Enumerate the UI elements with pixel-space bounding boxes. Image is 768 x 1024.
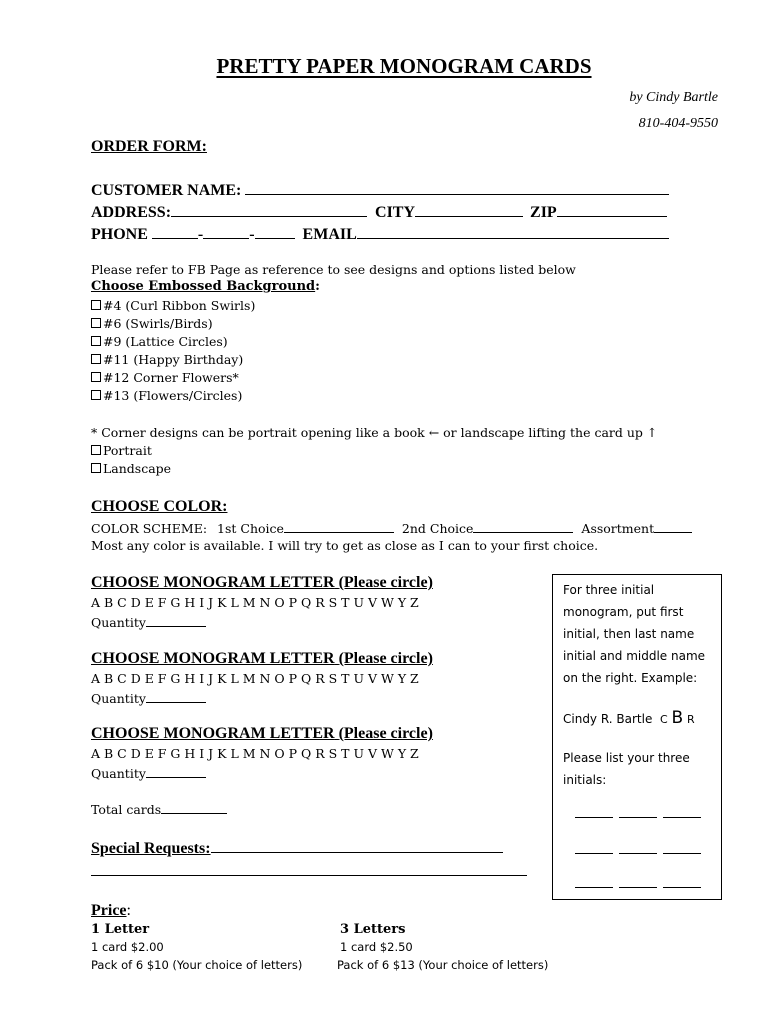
background-option[interactable]: #4 (Curl Ribbon Swirls) xyxy=(91,297,255,315)
phone-line-field[interactable] xyxy=(255,224,295,239)
page-title: PRETTY PAPER MONOGRAM CARDS xyxy=(216,54,592,78)
email-label: EMAIL xyxy=(302,226,357,243)
background-option[interactable]: #11 (Happy Birthday) xyxy=(91,351,255,369)
three-letters-heading: 3 Letters xyxy=(340,922,406,937)
example-row: Cindy R. Bartle C B R xyxy=(563,708,695,728)
special-requests-line-2[interactable] xyxy=(91,875,527,876)
customer-name-label: CUSTOMER NAME: xyxy=(91,182,242,199)
refer-note: Please refer to FB Page as reference to see designs and options listed below xyxy=(91,262,576,277)
monogram-heading-2: CHOOSE MONOGRAM LETTER (Please circle) xyxy=(91,650,433,667)
background-heading: Choose Embossed Background xyxy=(91,279,316,294)
monogram-heading-1: CHOOSE MONOGRAM LETTER (Please circle) xyxy=(91,574,433,591)
quantity-row-3: Quantity xyxy=(91,765,206,781)
color-heading: CHOOSE COLOR: xyxy=(91,498,228,515)
checkbox-icon[interactable] xyxy=(91,300,101,310)
color-scheme-label: COLOR SCHEME: xyxy=(91,521,208,536)
quantity-field-1[interactable] xyxy=(146,614,206,627)
one-letter-pack-price: Pack of 6 $10 (Your choice of letters) xyxy=(91,958,303,972)
total-cards-row: Total cards xyxy=(91,801,227,817)
background-option[interactable]: #6 (Swirls/Birds) xyxy=(91,315,255,333)
first-choice-label: 1st Choice xyxy=(217,521,284,536)
phone-dash-2: - xyxy=(249,226,255,243)
phone-area-field[interactable] xyxy=(152,224,198,239)
checkbox-icon[interactable] xyxy=(91,354,101,364)
monogram-letters-2[interactable]: A B C D E F G H I J K L M N O P Q R S T U V W Y Z xyxy=(91,671,419,686)
three-letters-card-price: 1 card $2.50 xyxy=(340,940,413,954)
background-option[interactable]: #13 (Flowers/Circles) xyxy=(91,387,255,405)
three-letters-pack-price: Pack of 6 $13 (Your choice of letters) xyxy=(337,958,549,972)
zip-label: ZIP xyxy=(530,204,557,221)
quantity-field-3[interactable] xyxy=(146,765,206,778)
background-option[interactable]: #12 Corner Flowers* xyxy=(91,369,255,387)
address-label: ADDRESS: xyxy=(91,204,172,221)
assortment-field[interactable] xyxy=(654,520,692,533)
order-form-heading: ORDER FORM: xyxy=(91,138,207,155)
city-field[interactable] xyxy=(415,202,523,217)
quantity-row-2: Quantity xyxy=(91,690,206,706)
corner-note: * Corner designs can be portrait opening like a book ← or landscape lifting the card up ↑ xyxy=(91,425,658,440)
special-requests-field[interactable] xyxy=(211,838,503,853)
orientation-option-portrait[interactable]: Portrait xyxy=(91,442,171,460)
city-label: CITY xyxy=(375,204,416,221)
background-options xyxy=(91,297,255,405)
second-choice-field[interactable] xyxy=(473,520,573,533)
checkbox-icon[interactable] xyxy=(91,372,101,382)
checkbox-icon[interactable] xyxy=(91,445,101,455)
email-field[interactable] xyxy=(357,224,669,239)
orientation-options xyxy=(91,442,171,478)
list-initials-prompt: Please list your three initials: xyxy=(563,751,690,787)
quantity-field-2[interactable] xyxy=(146,690,206,703)
price-heading-row: Price: xyxy=(91,902,131,919)
byline: by Cindy Bartle xyxy=(629,90,718,105)
second-choice-label: 2nd Choice xyxy=(401,521,474,536)
checkbox-icon[interactable] xyxy=(91,390,101,400)
color-note: Most any color is available. I will try to get as close as I can to your first choice. xyxy=(91,538,599,553)
checkbox-icon[interactable] xyxy=(91,318,101,328)
three-initial-instructions: For three initial monogram, put first initial, then last name initial and middle name on the right. Example: xyxy=(563,583,706,685)
customer-name-row xyxy=(91,180,669,200)
checkbox-icon[interactable] xyxy=(91,336,101,346)
assortment-label: Assortment xyxy=(581,521,655,536)
initials-row-3[interactable] xyxy=(575,873,707,895)
special-requests-label: Special Requests: xyxy=(91,840,211,857)
background-option[interactable]: #9 (Lattice Circles) xyxy=(91,333,255,351)
phone-email-row xyxy=(91,224,669,244)
quantity-row-1: Quantity xyxy=(91,614,206,630)
special-requests-row xyxy=(91,838,503,858)
one-letter-card-price: 1 card $2.00 xyxy=(91,940,164,954)
zip-field[interactable] xyxy=(557,202,667,217)
first-choice-field[interactable] xyxy=(284,520,394,533)
monogram-letters-1[interactable]: A B C D E F G H I J K L M N O P Q R S T U V W Y Z xyxy=(91,595,419,610)
monogram-letters-3[interactable]: A B C D E F G H I J K L M N O P Q R S T U V W Y Z xyxy=(91,746,419,761)
total-cards-field[interactable] xyxy=(161,801,227,814)
three-initial-instructions-box xyxy=(552,574,722,900)
color-scheme-row xyxy=(91,520,692,536)
address-field[interactable] xyxy=(171,202,367,217)
initials-row-1[interactable] xyxy=(575,803,707,825)
phone-dash-1: - xyxy=(197,226,204,243)
orientation-option-landscape[interactable]: Landscape xyxy=(91,460,171,478)
checkbox-icon[interactable] xyxy=(91,463,101,473)
initials-row-2[interactable] xyxy=(575,839,707,861)
phone-prefix-field[interactable] xyxy=(203,224,249,239)
address-row xyxy=(91,202,667,222)
price-heading: Price xyxy=(91,902,127,919)
background-heading-row: Choose Embossed Background: xyxy=(91,279,320,294)
contact-phone: 810-404-9550 xyxy=(638,116,718,131)
customer-name-field[interactable] xyxy=(245,180,669,195)
phone-label: PHONE xyxy=(91,226,148,243)
one-letter-heading: 1 Letter xyxy=(91,922,150,937)
monogram-heading-3: CHOOSE MONOGRAM LETTER (Please circle) xyxy=(91,725,433,742)
